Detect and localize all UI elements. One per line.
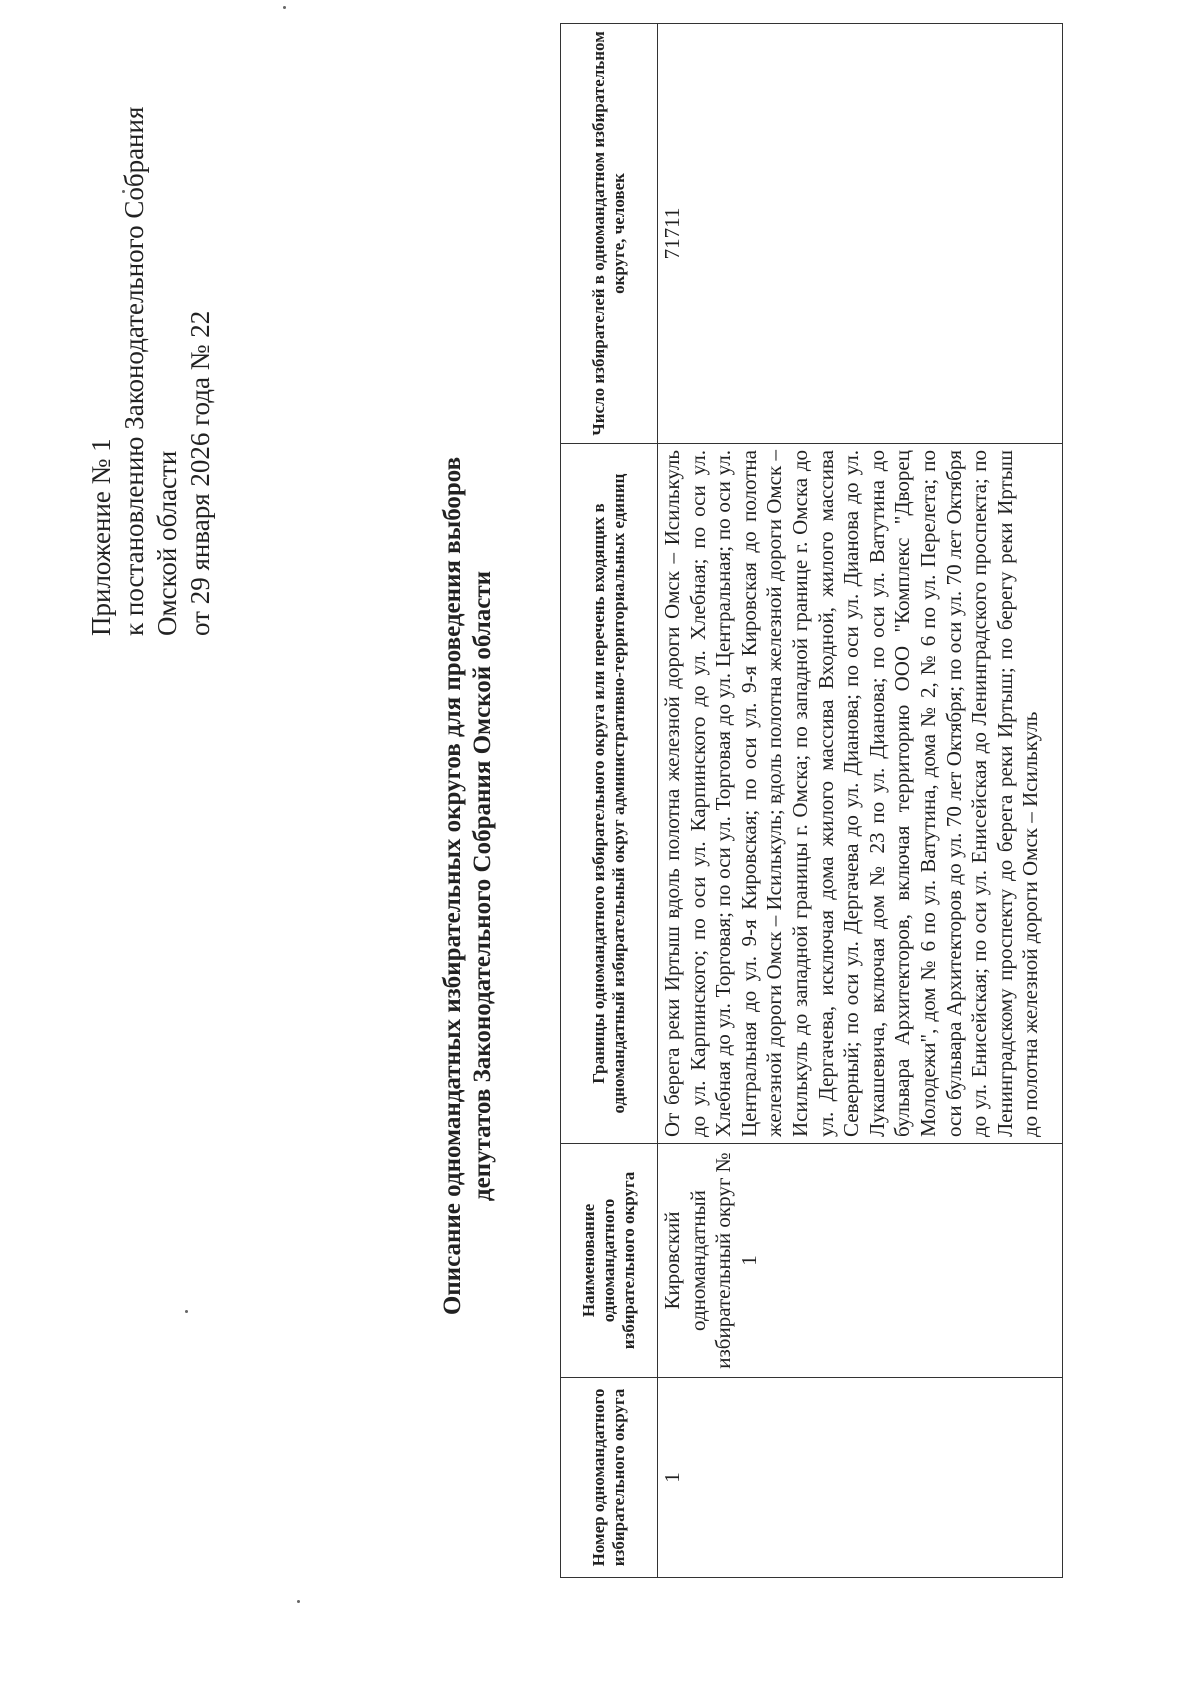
header-district-number: Номер одномандатного избирательного округа bbox=[561, 1378, 658, 1578]
district-name: Кировский одномандатный избирательный округ № 1 bbox=[658, 1144, 1063, 1378]
districts-table bbox=[560, 23, 1063, 1578]
table-header-row bbox=[561, 24, 658, 1578]
appendix-header bbox=[85, 107, 217, 636]
appendix-line: Омской области bbox=[152, 450, 182, 636]
appendix-line: к постановлению Законодательного Собрания bbox=[119, 106, 149, 636]
district-number: 1 bbox=[658, 1378, 1063, 1578]
title-line: Описание одномандатных избирательных округов для проведения выборов bbox=[439, 456, 466, 1316]
appendix-line: Приложение № 1 bbox=[86, 438, 116, 636]
header-district-name: Наименование одномандатного избирательного округа bbox=[561, 1144, 658, 1378]
document-title bbox=[438, 386, 498, 1386]
voters-count: 71711 bbox=[658, 24, 1063, 444]
header-district-boundaries: Границы одномандатного избирательного округа или перечень входящих в одномандатный избирательный округ административно-территориальных единиц bbox=[561, 444, 658, 1144]
header-voters-count: Число избирателей в одномандатном избирательном округе, человек bbox=[561, 24, 658, 444]
title-line: депутатов Законодательного Собрания Омской области bbox=[469, 570, 496, 1202]
appendix-line: от 29 января 2026 года № 22 bbox=[185, 310, 215, 636]
table-row bbox=[658, 24, 1063, 1578]
district-boundaries: От берега реки Иртыш вдоль полотна железной дороги Омск – Исилькуль до ул. Карпинского; по оси ул. Карпинского до ул. Хлебная; по оси ул. Хлебная до ул. Торговая; по оси ул. Торговая до ул. Центральная; по оси ул. Центральная до ул. 9-я Кировская; по оси ул. 9-я Кировская до полотна железной дороги Омск – Исилькуль; вдоль полотна железной дороги Омск – Исилькуль до западной границы г. Омска; по западной границе г. Омска до ул. Дергачева, исключая дома жилого массива Входной, жилого массива Северный; по оси ул. Дергачева до ул. Дианова; по оси ул. Дианова до ул. Лукашевича, включая дом № 23 по ул. Дианова; по оси ул. Ватутина до бульвара Архитекторов, включая территорию ООО "Комплекс "Дворец Молодежи", дом № 6 по ул. Ватутина, дома № 2, № 6 по ул. Перелета; по оси бульвара Архитекторов до ул. 70 лет Октября; по оси ул. 70 лет Октября до ул. Енисейская; по оси ул. Енисейская до Ленинградского проспекта; по Ленинградскому проспекту до берега реки Иртыш; по берегу реки Иртыш до полотна железной дороги Омск – Исилькуль bbox=[658, 444, 1063, 1144]
